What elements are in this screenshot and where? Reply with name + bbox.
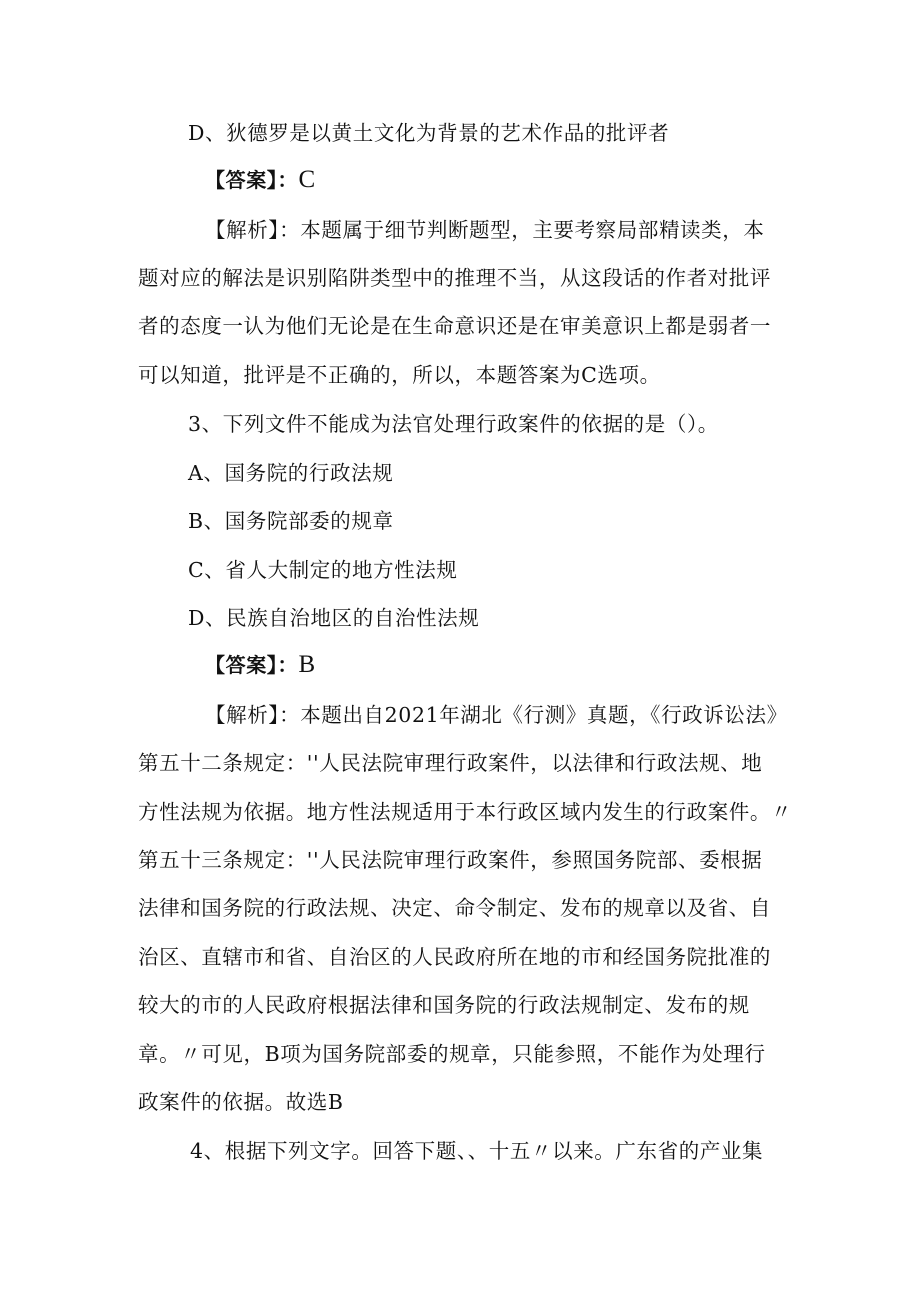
q3-answer — [205, 651, 316, 679]
q3-answer-value: B — [298, 651, 316, 678]
q3-analysis-line-6: 治区、直辖市和省、自治区的人民政府所在地的市和经国务院批准的 — [138, 945, 771, 969]
q3-analysis-line-3: 方性法规为依据。地方性法规适用于本行政区域内发生的行政案件。〃 — [138, 800, 793, 824]
q2-answer — [205, 166, 316, 194]
q3-answer-sep: ： — [277, 653, 299, 677]
q3-option-d: D、民族自治地区的自治性法规 — [188, 606, 480, 630]
q3-analysis-line-9: 政案件的依据。故选B — [138, 1090, 344, 1114]
q3-analysis-line-4: 第五十三条规定：''人民法院审理行政案件，参照国务院部、委根据 — [138, 848, 763, 872]
q3-analysis-text-1: ：本题出自2021年湖北《行测》真题，《行政诉讼法》 — [279, 703, 788, 727]
q2-option-d: D、狄德罗是以黄土文化为背景的艺术作品的批评者 — [188, 121, 670, 145]
q3-answer-label: 【答案】 — [205, 653, 278, 677]
q2-analysis-line-3: 者的态度一认为他们无论是在生命意识还是在审美意识上都是弱者一 — [138, 314, 771, 338]
q2-analysis-line-1 — [205, 216, 764, 244]
q3-analysis-label: 【解析】 — [205, 703, 280, 727]
q2-answer-value: C — [298, 166, 316, 193]
q3-analysis-line-5: 法律和国务院的行政法规、决定、命令制定、发布的规章以及省、自 — [138, 896, 771, 920]
q2-analysis-line-4: 可以知道，批评是不正确的，所以，本题答案为C选项。 — [138, 363, 661, 387]
q3-option-b: B、国务院部委的规章 — [188, 509, 394, 533]
q3-analysis-line-7: 较大的市的人民政府根据法律和国务院的行政法规制定、发布的规 — [138, 993, 750, 1017]
q3-analysis-line-8: 章。〃可见，B项为国务院部委的规章，只能参照，不能作为处理行 — [138, 1042, 766, 1066]
q4-question: 4、根据下列文字。回答下题、、十五〃以来。广东省的产业集 — [190, 1139, 764, 1163]
q3-option-a: A、国务院的行政法规 — [188, 461, 394, 485]
q2-analysis-text-1: ：本题属于细节判断题型，主要考察局部精读类，本 — [279, 218, 765, 242]
q3-option-c: C、省人大制定的地方性法规 — [188, 558, 458, 582]
q2-analysis-line-2: 题对应的解法是识别陷阱类型中的推理不当，从这段话的作者对批评 — [138, 266, 771, 290]
q3-question: 3、下列文件不能成为法官处理行政案件的依据的是（）。 — [188, 412, 719, 436]
q2-answer-sep: ： — [277, 168, 299, 192]
q2-answer-label: 【答案】 — [205, 168, 278, 192]
q3-analysis-line-1 — [205, 701, 788, 729]
q3-analysis-line-2: 第五十二条规定：''人民法院审理行政案件，以法律和行政法规、地 — [138, 751, 763, 775]
q2-analysis-label: 【解析】 — [205, 218, 280, 242]
